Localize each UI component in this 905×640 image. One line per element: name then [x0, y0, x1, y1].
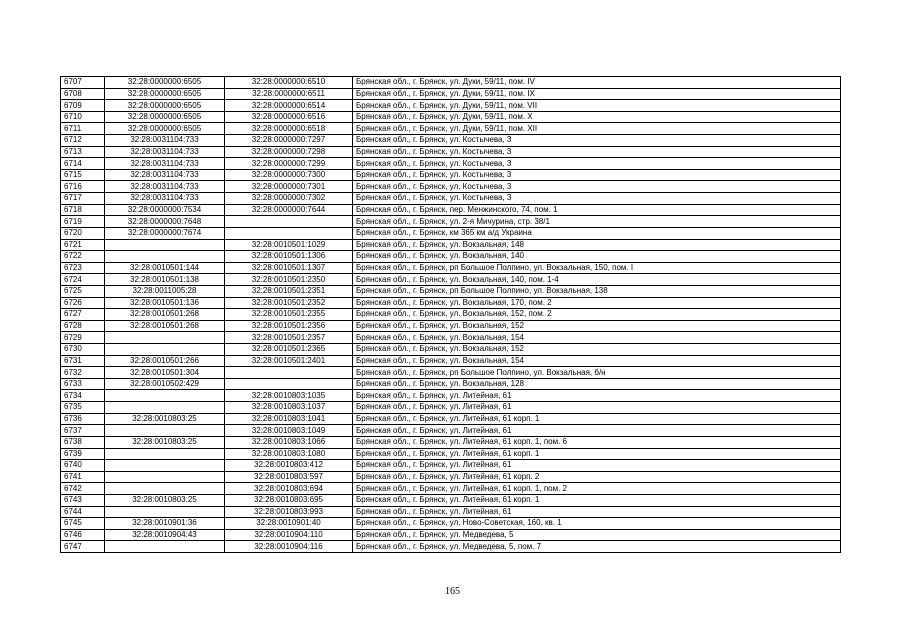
- address-cell: Брянская обл., г. Брянск, ул. Литейная, 61: [353, 506, 841, 518]
- address-cell: Брянская обл., г. Брянск, ул. Вокзальная, 154: [353, 355, 841, 367]
- object-cadastral-number-cell: [225, 367, 353, 379]
- table-row: [61, 77, 841, 89]
- table-row: [61, 448, 841, 460]
- land-cadastral-number-cell: [105, 390, 225, 402]
- table-row: [61, 262, 841, 274]
- row-number-cell: 6721: [61, 239, 105, 251]
- row-number-cell: 6707: [61, 77, 105, 89]
- object-cadastral-number-cell: 32:28:0010803:1066: [225, 436, 353, 448]
- address-cell: Брянская обл., г. Брянск, ул. Костычева, 3: [353, 169, 841, 181]
- row-number-cell: 6711: [61, 123, 105, 135]
- table-row: [61, 506, 841, 518]
- row-number-cell: 6734: [61, 390, 105, 402]
- object-cadastral-number-cell: 32:28:0010501:1306: [225, 251, 353, 263]
- object-cadastral-number-cell: 32:28:0010803:993: [225, 506, 353, 518]
- object-cadastral-number-cell: 32:28:0010803:1080: [225, 448, 353, 460]
- address-cell: Брянская обл., г. Брянск, ул. Литейная, 61: [353, 390, 841, 402]
- object-cadastral-number-cell: 32:28:0010501:1307: [225, 262, 353, 274]
- object-cadastral-number-cell: 32:28:0000000:7302: [225, 193, 353, 205]
- table-row: [61, 146, 841, 158]
- object-cadastral-number-cell: [225, 227, 353, 239]
- table-row: [61, 390, 841, 402]
- land-cadastral-number-cell: [105, 471, 225, 483]
- table-row: [61, 320, 841, 332]
- table-row: [61, 239, 841, 251]
- table-row: [61, 274, 841, 286]
- row-number-cell: 6729: [61, 332, 105, 344]
- table-row: [61, 529, 841, 541]
- land-cadastral-number-cell: [105, 541, 225, 553]
- row-number-cell: 6731: [61, 355, 105, 367]
- object-cadastral-number-cell: 32:28:0010901:40: [225, 518, 353, 530]
- table-row: [61, 425, 841, 437]
- row-number-cell: 6723: [61, 262, 105, 274]
- address-cell: Брянская обл., г. Брянск, ул. Костычева, 3: [353, 135, 841, 147]
- address-cell: Брянская обл., г. Брянск, рп Большое Полпино, ул. Вокзальная, б/н: [353, 367, 841, 379]
- table-row: [61, 135, 841, 147]
- object-cadastral-number-cell: 32:28:0010803:694: [225, 483, 353, 495]
- land-cadastral-number-cell: 32:28:0000000:7674: [105, 227, 225, 239]
- land-cadastral-number-cell: 32:28:0031104:733: [105, 146, 225, 158]
- row-number-cell: 6725: [61, 285, 105, 297]
- address-cell: Брянская обл., г. Брянск, рп Большое Полпино, ул. Вокзальная, 150, пом. I: [353, 262, 841, 274]
- table-row: [61, 227, 841, 239]
- land-cadastral-number-cell: 32:28:0010803:25: [105, 436, 225, 448]
- table-row: [61, 471, 841, 483]
- row-number-cell: 6746: [61, 529, 105, 541]
- address-cell: Брянская обл., г. Брянск, ул. Литейная, 61 корп. 1, пом. 2: [353, 483, 841, 495]
- land-cadastral-number-cell: 32:28:0010501:268: [105, 320, 225, 332]
- address-cell: Брянская обл., г. Брянск, ул. Вокзальная, 140, пом. 1-4: [353, 274, 841, 286]
- land-cadastral-number-cell: 32:28:0000000:7648: [105, 216, 225, 228]
- object-cadastral-number-cell: [225, 378, 353, 390]
- row-number-cell: 6735: [61, 402, 105, 414]
- address-cell: Брянская обл., г. Брянск, ул. Вокзальная, 152, пом. 2: [353, 309, 841, 321]
- table-row: [61, 123, 841, 135]
- address-cell: Брянская обл., г. Брянск, ул. Медведева, 5, пом. 7: [353, 541, 841, 553]
- land-cadastral-number-cell: 32:28:0010803:25: [105, 413, 225, 425]
- row-number-cell: 6710: [61, 111, 105, 123]
- address-cell: Брянская обл., г. Брянск, ул. Вокзальная, 152: [353, 344, 841, 356]
- row-number-cell: 6720: [61, 227, 105, 239]
- row-number-cell: 6724: [61, 274, 105, 286]
- land-cadastral-number-cell: 32:28:0031104:733: [105, 135, 225, 147]
- object-cadastral-number-cell: 32:28:0000000:6514: [225, 100, 353, 112]
- land-cadastral-number-cell: [105, 344, 225, 356]
- object-cadastral-number-cell: 32:28:0010904:116: [225, 541, 353, 553]
- land-cadastral-number-cell: 32:28:0010803:25: [105, 494, 225, 506]
- table-row: [61, 216, 841, 228]
- address-cell: Брянская обл., г. Брянск, ул. Дуки, 59/11, пом. IV: [353, 77, 841, 89]
- row-number-cell: 6716: [61, 181, 105, 193]
- address-cell: Брянская обл., г. Брянск, пер. Менжинского, 74, пом. 1: [353, 204, 841, 216]
- land-cadastral-number-cell: 32:28:0010501:266: [105, 355, 225, 367]
- land-cadastral-number-cell: 32:28:0010502:429: [105, 378, 225, 390]
- object-cadastral-number-cell: 32:28:0000000:7300: [225, 169, 353, 181]
- table-row: [61, 193, 841, 205]
- land-cadastral-number-cell: [105, 483, 225, 495]
- table-row: [61, 285, 841, 297]
- land-cadastral-number-cell: [105, 506, 225, 518]
- object-cadastral-number-cell: 32:28:0010501:2401: [225, 355, 353, 367]
- land-cadastral-number-cell: 32:28:0010501:304: [105, 367, 225, 379]
- row-number-cell: 6709: [61, 100, 105, 112]
- land-cadastral-number-cell: [105, 402, 225, 414]
- row-number-cell: 6738: [61, 436, 105, 448]
- address-cell: Брянская обл., г. Брянск, ул. Вокзальная, 152: [353, 320, 841, 332]
- address-cell: Брянская обл., г. Брянск, ул. Костычева, 3: [353, 193, 841, 205]
- row-number-cell: 6714: [61, 158, 105, 170]
- object-cadastral-number-cell: 32:28:0010501:2357: [225, 332, 353, 344]
- row-number-cell: 6740: [61, 460, 105, 472]
- address-cell: Брянская обл., г. Брянск, рп Большое Полпино, ул. Вокзальная, 138: [353, 285, 841, 297]
- object-cadastral-number-cell: 32:28:0010501:2351: [225, 285, 353, 297]
- land-cadastral-number-cell: 32:28:0000000:6505: [105, 111, 225, 123]
- table-row: [61, 494, 841, 506]
- row-number-cell: 6737: [61, 425, 105, 437]
- row-number-cell: 6718: [61, 204, 105, 216]
- object-cadastral-number-cell: 32:28:0000000:6516: [225, 111, 353, 123]
- object-cadastral-number-cell: 32:28:0010803:412: [225, 460, 353, 472]
- address-cell: Брянская обл., г. Брянск, ул. Вокзальная, 140: [353, 251, 841, 263]
- land-cadastral-number-cell: 32:28:0000000:6505: [105, 123, 225, 135]
- row-number-cell: 6745: [61, 518, 105, 530]
- table-row: [61, 158, 841, 170]
- land-cadastral-number-cell: [105, 448, 225, 460]
- object-cadastral-number-cell: 32:28:0010501:2365: [225, 344, 353, 356]
- object-cadastral-number-cell: 32:28:0010803:1049: [225, 425, 353, 437]
- table-row: [61, 355, 841, 367]
- land-cadastral-number-cell: 32:28:0000000:7534: [105, 204, 225, 216]
- table-row: [61, 111, 841, 123]
- land-cadastral-number-cell: 32:28:0010904:43: [105, 529, 225, 541]
- object-cadastral-number-cell: 32:28:0010803:1035: [225, 390, 353, 402]
- object-cadastral-number-cell: 32:28:0000000:7297: [225, 135, 353, 147]
- row-number-cell: 6736: [61, 413, 105, 425]
- address-cell: Брянская обл., г. Брянск, ул. Костычева, 3: [353, 181, 841, 193]
- address-cell: Брянская обл., г. Брянск, ул. Литейная, 61: [353, 425, 841, 437]
- land-cadastral-number-cell: 32:28:0000000:6505: [105, 100, 225, 112]
- table-row: [61, 402, 841, 414]
- address-cell: Брянская обл., г. Брянск, км 365 км а/д Украина: [353, 227, 841, 239]
- land-cadastral-number-cell: 32:28:0000000:6505: [105, 88, 225, 100]
- object-cadastral-number-cell: 32:28:0000000:6518: [225, 123, 353, 135]
- cadastral-table: [60, 76, 841, 553]
- address-cell: Брянская обл., г. Брянск, ул. Вокзальная, 170, пом. 2: [353, 297, 841, 309]
- land-cadastral-number-cell: 32:28:0000000:6505: [105, 77, 225, 89]
- land-cadastral-number-cell: [105, 332, 225, 344]
- table-row: [61, 541, 841, 553]
- object-cadastral-number-cell: 32:28:0000000:7644: [225, 204, 353, 216]
- row-number-cell: 6722: [61, 251, 105, 263]
- object-cadastral-number-cell: 32:28:0010803:1041: [225, 413, 353, 425]
- land-cadastral-number-cell: 32:28:0031104:733: [105, 193, 225, 205]
- row-number-cell: 6713: [61, 146, 105, 158]
- land-cadastral-number-cell: 32:28:0010501:268: [105, 309, 225, 321]
- object-cadastral-number-cell: [225, 216, 353, 228]
- row-number-cell: 6726: [61, 297, 105, 309]
- address-cell: Брянская обл., г. Брянск, ул. Литейная, 61 корп. 1: [353, 494, 841, 506]
- land-cadastral-number-cell: 32:28:0010501:138: [105, 274, 225, 286]
- object-cadastral-number-cell: 32:28:0010904:110: [225, 529, 353, 541]
- table-row: [61, 181, 841, 193]
- address-cell: Брянская обл., г. Брянск, ул. Литейная, 61: [353, 460, 841, 472]
- row-number-cell: 6747: [61, 541, 105, 553]
- address-cell: Брянская обл., г. Брянск, ул. Медведева, 5: [353, 529, 841, 541]
- address-cell: Брянская обл., г. Брянск, ул. Дуки, 59/11, пом. VII: [353, 100, 841, 112]
- object-cadastral-number-cell: 32:28:0010803:597: [225, 471, 353, 483]
- object-cadastral-number-cell: 32:28:0000000:6511: [225, 88, 353, 100]
- object-cadastral-number-cell: 32:28:0000000:6510: [225, 77, 353, 89]
- object-cadastral-number-cell: 32:28:0000000:7299: [225, 158, 353, 170]
- address-cell: Брянская обл., г. Брянск, ул. Вокзальная, 128: [353, 378, 841, 390]
- row-number-cell: 6719: [61, 216, 105, 228]
- object-cadastral-number-cell: 32:28:0000000:7301: [225, 181, 353, 193]
- address-cell: Брянская обл., г. Брянск, ул. Литейная, 61 корп. 2: [353, 471, 841, 483]
- table-row: [61, 88, 841, 100]
- address-cell: Брянская обл., г. Брянск, ул. Литейная, 61 корп. 1: [353, 448, 841, 460]
- land-cadastral-number-cell: 32:28:0011005:28: [105, 285, 225, 297]
- row-number-cell: 6728: [61, 320, 105, 332]
- table-row: [61, 251, 841, 263]
- row-number-cell: 6743: [61, 494, 105, 506]
- address-cell: Брянская обл., г. Брянск, ул. Вокзальная, 148: [353, 239, 841, 251]
- address-cell: Брянская обл., г. Брянск, ул. Ново-Советская, 160, кв. 1: [353, 518, 841, 530]
- table-row: [61, 413, 841, 425]
- table-row: [61, 483, 841, 495]
- address-cell: Брянская обл., г. Брянск, ул. Вокзальная, 154: [353, 332, 841, 344]
- row-number-cell: 6730: [61, 344, 105, 356]
- address-cell: Брянская обл., г. Брянск, ул. Литейная, 61 корп. 1: [353, 413, 841, 425]
- table-row: [61, 332, 841, 344]
- land-cadastral-number-cell: [105, 460, 225, 472]
- address-cell: Брянская обл., г. Брянск, ул. Костычева, 3: [353, 158, 841, 170]
- address-cell: Брянская обл., г. Брянск, ул. Дуки, 59/11, пом. IX: [353, 88, 841, 100]
- table-row: [61, 378, 841, 390]
- table-row: [61, 367, 841, 379]
- row-number-cell: 6742: [61, 483, 105, 495]
- land-cadastral-number-cell: 32:28:0031104:733: [105, 169, 225, 181]
- object-cadastral-number-cell: 32:28:0010501:2356: [225, 320, 353, 332]
- land-cadastral-number-cell: 32:28:0031104:733: [105, 158, 225, 170]
- table-row: [61, 344, 841, 356]
- row-number-cell: 6739: [61, 448, 105, 460]
- table-row: [61, 436, 841, 448]
- object-cadastral-number-cell: 32:28:0010501:2352: [225, 297, 353, 309]
- address-cell: Брянская обл., г. Брянск, ул. 2-я Мичурина, стр. 38/1: [353, 216, 841, 228]
- table-row: [61, 518, 841, 530]
- table-body: [61, 77, 841, 553]
- table-row: [61, 309, 841, 321]
- object-cadastral-number-cell: 32:28:0010501:1029: [225, 239, 353, 251]
- land-cadastral-number-cell: [105, 239, 225, 251]
- table-row: [61, 169, 841, 181]
- land-cadastral-number-cell: 32:28:0010501:136: [105, 297, 225, 309]
- object-cadastral-number-cell: 32:28:0010501:2350: [225, 274, 353, 286]
- land-cadastral-number-cell: 32:28:0010501:144: [105, 262, 225, 274]
- object-cadastral-number-cell: 32:28:0010803:695: [225, 494, 353, 506]
- table-row: [61, 204, 841, 216]
- object-cadastral-number-cell: 32:28:0000000:7298: [225, 146, 353, 158]
- row-number-cell: 6741: [61, 471, 105, 483]
- row-number-cell: 6715: [61, 169, 105, 181]
- row-number-cell: 6744: [61, 506, 105, 518]
- land-cadastral-number-cell: 32:28:0031104:733: [105, 181, 225, 193]
- table-row: [61, 100, 841, 112]
- land-cadastral-number-cell: [105, 251, 225, 263]
- row-number-cell: 6708: [61, 88, 105, 100]
- address-cell: Брянская обл., г. Брянск, ул. Литейная, 61 корп. 1, пом. 6: [353, 436, 841, 448]
- row-number-cell: 6732: [61, 367, 105, 379]
- table-row: [61, 460, 841, 472]
- row-number-cell: 6733: [61, 378, 105, 390]
- page-number: 165: [445, 586, 460, 597]
- address-cell: Брянская обл., г. Брянск, ул. Костычева, 3: [353, 146, 841, 158]
- row-number-cell: 6717: [61, 193, 105, 205]
- object-cadastral-number-cell: 32:28:0010501:2355: [225, 309, 353, 321]
- table-row: [61, 297, 841, 309]
- row-number-cell: 6727: [61, 309, 105, 321]
- land-cadastral-number-cell: 32:28:0010901:36: [105, 518, 225, 530]
- address-cell: Брянская обл., г. Брянск, ул. Дуки, 59/11, пом. X: [353, 111, 841, 123]
- land-cadastral-number-cell: [105, 425, 225, 437]
- address-cell: Брянская обл., г. Брянск, ул. Дуки, 59/11, пом. XII: [353, 123, 841, 135]
- object-cadastral-number-cell: 32:28:0010803:1037: [225, 402, 353, 414]
- address-cell: Брянская обл., г. Брянск, ул. Литейная, 61: [353, 402, 841, 414]
- row-number-cell: 6712: [61, 135, 105, 147]
